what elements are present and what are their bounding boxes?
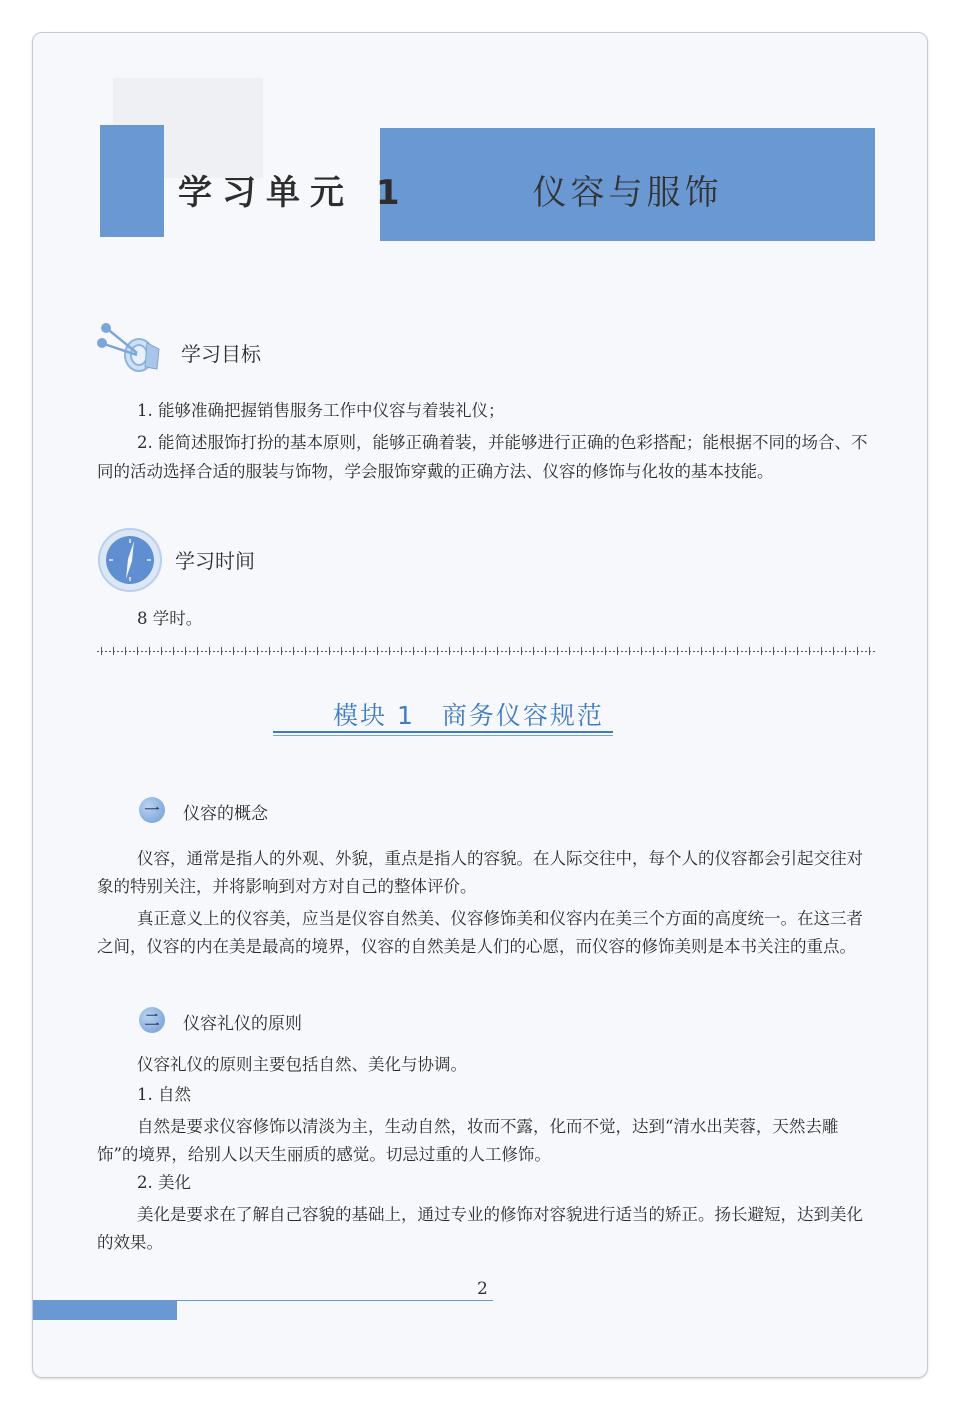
section-number-badge: 一	[139, 797, 165, 823]
header-band-left	[100, 125, 164, 237]
dart-target-icon	[97, 319, 167, 379]
footer-band	[33, 1300, 177, 1320]
module-title: 模块 1 商务仪容规范	[333, 701, 604, 730]
study-time-text: 8 学时。	[137, 609, 203, 628]
principle-label-text: 2. 美化	[137, 1173, 191, 1192]
study-time-value	[97, 605, 875, 633]
page-number: 2	[477, 1279, 488, 1299]
principle-label-text: 1. 自然	[137, 1085, 191, 1104]
intro-text: 仪容礼仪的原则主要包括自然、美化与协调。	[137, 1055, 467, 1074]
objective-text-1: 1. 能够准确把握销售服务工作中仪容与着装礼仪；	[137, 401, 505, 420]
paragraph-text: 真正意义上的仪容美，应当是仪容自然美、仪容修饰美和仪容内在美三个方面的高度统一。在这三者之间，仪容的内在美是最高的境界，仪容的自然美是人们的心愿，而仪容的修饰美则是本书关注的重点。	[97, 909, 863, 956]
principle-label	[97, 1169, 875, 1197]
principle-text	[97, 1113, 875, 1169]
section-intro	[97, 1051, 875, 1079]
book-page	[32, 32, 928, 1378]
footer-rule	[177, 1300, 493, 1301]
study-time-heading: 学习时间	[175, 549, 255, 573]
principle-body: 自然是要求仪容修饰以清淡为主，生动自然，妆而不露，化而不觉，达到“清水出芙蓉，天然去雕饰”的境界，给别人以天生丽质的感觉。切忌过重的人工修饰。	[97, 1117, 839, 1164]
principle-body: 美化是要求在了解自己容貌的基础上，通过专业的修饰对容貌进行适当的矫正。扬长避短，达到美化的效果。	[97, 1205, 863, 1252]
objectives-heading: 学习目标	[181, 342, 261, 366]
objective-item-2	[97, 429, 875, 486]
paragraph-text: 仪容，通常是指人的外观、外貌，重点是指人的容貌。在人际交往中，每个人的仪容都会引起交往对象的特别关注，并将影响到对方对自己的整体评价。	[97, 849, 863, 896]
section-divider	[97, 647, 875, 655]
objective-text-2: 2. 能简述服饰打扮的基本原则，能够正确着装，并能够进行正确的色彩搭配；能根据不同的场合、不同的活动选择合适的服装与饰物，学会服饰穿戴的正确方法、仪容的修饰与化妆的基本技能。	[97, 433, 868, 481]
principle-text	[97, 1201, 875, 1257]
section-number-badge: 二	[139, 1007, 165, 1033]
section-heading: 仪容礼仪的原则	[183, 1014, 302, 1034]
unit-label: 学习单元 1	[178, 173, 410, 213]
section-heading: 仪容的概念	[183, 804, 268, 824]
module-underline-thin	[273, 735, 613, 736]
unit-title: 仪容与服饰	[532, 173, 723, 213]
module-underline	[273, 731, 613, 733]
compass-icon	[97, 527, 163, 593]
section-paragraph	[97, 845, 875, 901]
objective-item-1	[97, 397, 875, 425]
principle-label	[97, 1081, 875, 1109]
section-paragraph	[97, 905, 875, 961]
